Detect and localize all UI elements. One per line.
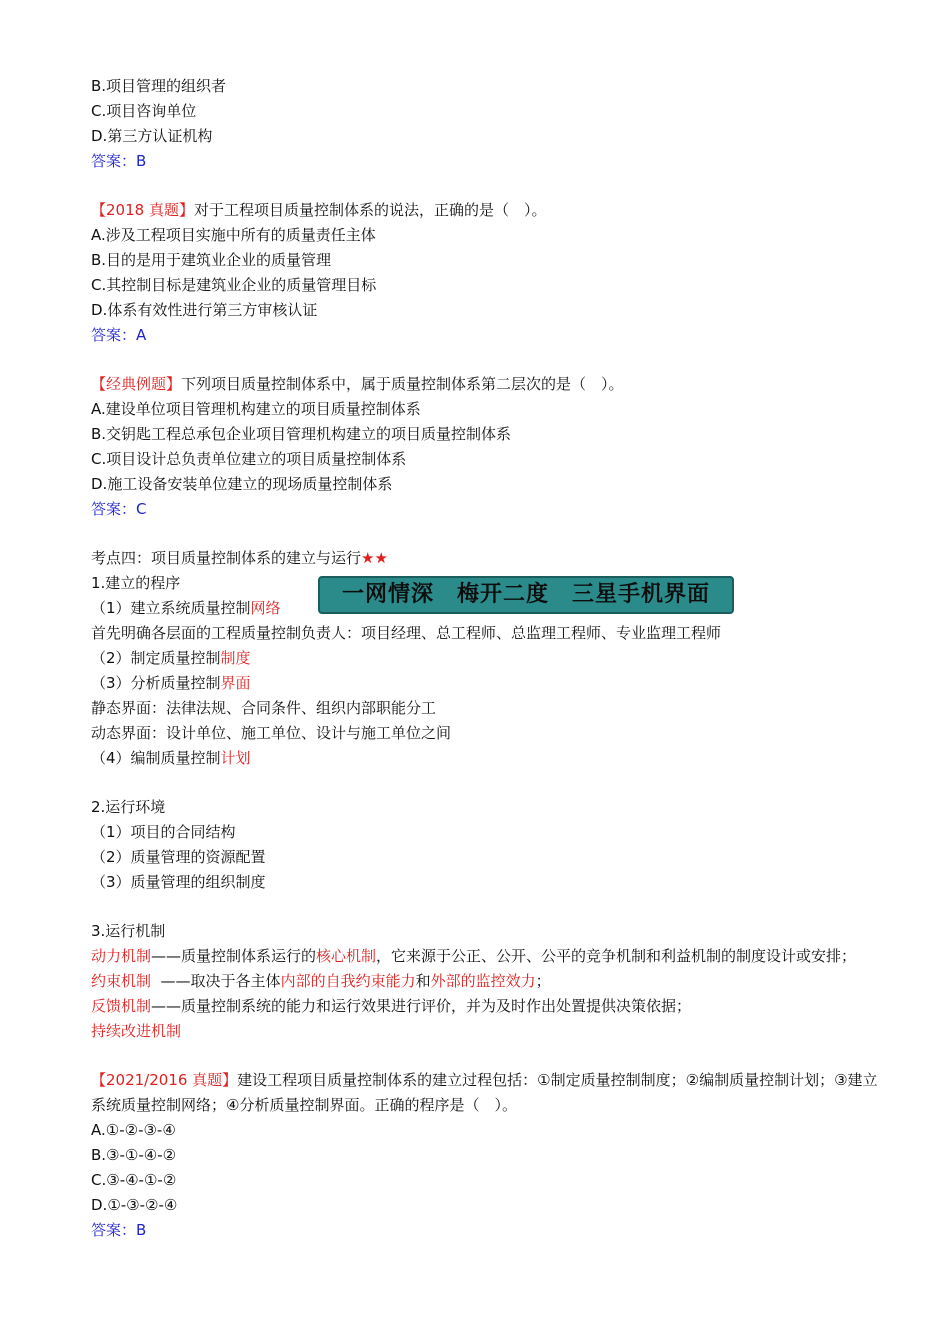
option-a: A.涉及工程项目实施中所有的质量责任主体 bbox=[91, 226, 376, 244]
option-a: A.建设单位项目管理机构建立的项目质量控制体系 bbox=[91, 400, 421, 418]
option-d: D.体系有效性进行第三方审核认证 bbox=[91, 301, 318, 319]
star-rating: ★★ bbox=[361, 549, 388, 567]
highlight-keyword: 计划 bbox=[220, 749, 251, 767]
environment-item: （2）质量管理的资源配置 bbox=[91, 848, 266, 866]
highlight-keyword: 网络 bbox=[250, 599, 281, 617]
mechanism-driving: 动力机制——质量控制体系运行的核心机制，它来源于公正、公开、公平的竞争机制和利益机制的制度设计或安排； bbox=[91, 947, 857, 965]
option-b: B.项目管理的组织者 bbox=[91, 77, 227, 95]
question-tag: 【经典例题】 bbox=[91, 375, 182, 393]
question-2021-2016 bbox=[91, 1068, 891, 1118]
option-c: C.项目咨询单位 bbox=[91, 102, 197, 120]
mechanism-constraint: 约束机制 ——取决于各主体内部的自我约束能力和外部的监控效力； bbox=[91, 972, 551, 990]
procedure-item-1: （1）建立系统质量控制网络 bbox=[91, 599, 281, 617]
option-b: B.目的是用于建筑业企业的质量管理 bbox=[91, 251, 332, 269]
option-b: B.交钥匙工程总承包企业项目管理机构建立的项目质量控制体系 bbox=[91, 425, 512, 443]
section-2-title: 2.运行环境 bbox=[91, 798, 166, 816]
answer: 答案：A bbox=[91, 326, 147, 344]
question-stem: 下列项目质量控制体系中，属于质量控制体系第二层次的是（ ）。 bbox=[181, 375, 624, 393]
answer: 答案：B bbox=[91, 1221, 147, 1239]
question-tag: 【2018 真题】 bbox=[91, 201, 194, 219]
question-classic bbox=[91, 372, 891, 397]
highlight-keyword: 制度 bbox=[220, 649, 251, 667]
document-page bbox=[91, 74, 891, 1243]
procedure-item-4: （4）编制质量控制计划 bbox=[91, 749, 251, 767]
mnemonic-banner: 一网情深 梅开二度 三星手机界面 bbox=[318, 576, 734, 614]
keypoint-title: 考点四：项目质量控制体系的建立与运行★★ bbox=[91, 549, 388, 567]
static-interface: 静态界面：法律法规、合同条件、组织内部职能分工 bbox=[91, 699, 437, 717]
environment-item: （3）质量管理的组织制度 bbox=[91, 873, 266, 891]
mechanism-feedback: 反馈机制——质量控制系统的能力和运行效果进行评价，并为及时作出处置提供决策依据； bbox=[91, 997, 692, 1015]
dynamic-interface: 动态界面：设计单位、施工单位、设计与施工单位之间 bbox=[91, 724, 452, 742]
question-2018 bbox=[91, 198, 891, 223]
option-b: B.③-①-④-② bbox=[91, 1146, 177, 1164]
answer: 答案：C bbox=[91, 500, 147, 518]
answer: 答案：B bbox=[91, 152, 147, 170]
section-1-title: 1.建立的程序 bbox=[91, 574, 181, 592]
option-c: C.③-④-①-② bbox=[91, 1171, 177, 1189]
section-3-title: 3.运行机制 bbox=[91, 922, 166, 940]
responsible-persons: 首先明确各层面的工程质量控制负责人：项目经理、总工程师、总监理工程师、专业监理工程师 bbox=[91, 624, 722, 642]
option-d: D.施工设备安装单位建立的现场质量控制体系 bbox=[91, 475, 393, 493]
option-a: A.①-②-③-④ bbox=[91, 1121, 176, 1139]
option-d: D.①-③-②-④ bbox=[91, 1196, 178, 1214]
option-d: D.第三方认证机构 bbox=[91, 127, 213, 145]
mechanism-continuous-improvement: 持续改进机制 bbox=[91, 1022, 182, 1040]
question-tag: 【2021/2016 真题】 bbox=[91, 1071, 238, 1089]
question-stem: 建设工程项目质量控制体系的建立过程包括：①制定质量控制制度；②编制质量控制计划；③建立系统质量控制网络；④分析质量控制界面。正确的程序是（ ）。 bbox=[91, 1071, 878, 1114]
question-stem: 对于工程项目质量控制体系的说法，正确的是（ ）。 bbox=[193, 201, 547, 219]
procedure-item-3: （3）分析质量控制界面 bbox=[91, 674, 251, 692]
highlight-keyword: 界面 bbox=[220, 674, 251, 692]
option-c: C.其控制目标是建筑业企业的质量管理目标 bbox=[91, 276, 377, 294]
procedure-item-2: （2）制定质量控制制度 bbox=[91, 649, 251, 667]
option-c: C.项目设计总负责单位建立的项目质量控制体系 bbox=[91, 450, 407, 468]
environment-item: （1）项目的合同结构 bbox=[91, 823, 236, 841]
